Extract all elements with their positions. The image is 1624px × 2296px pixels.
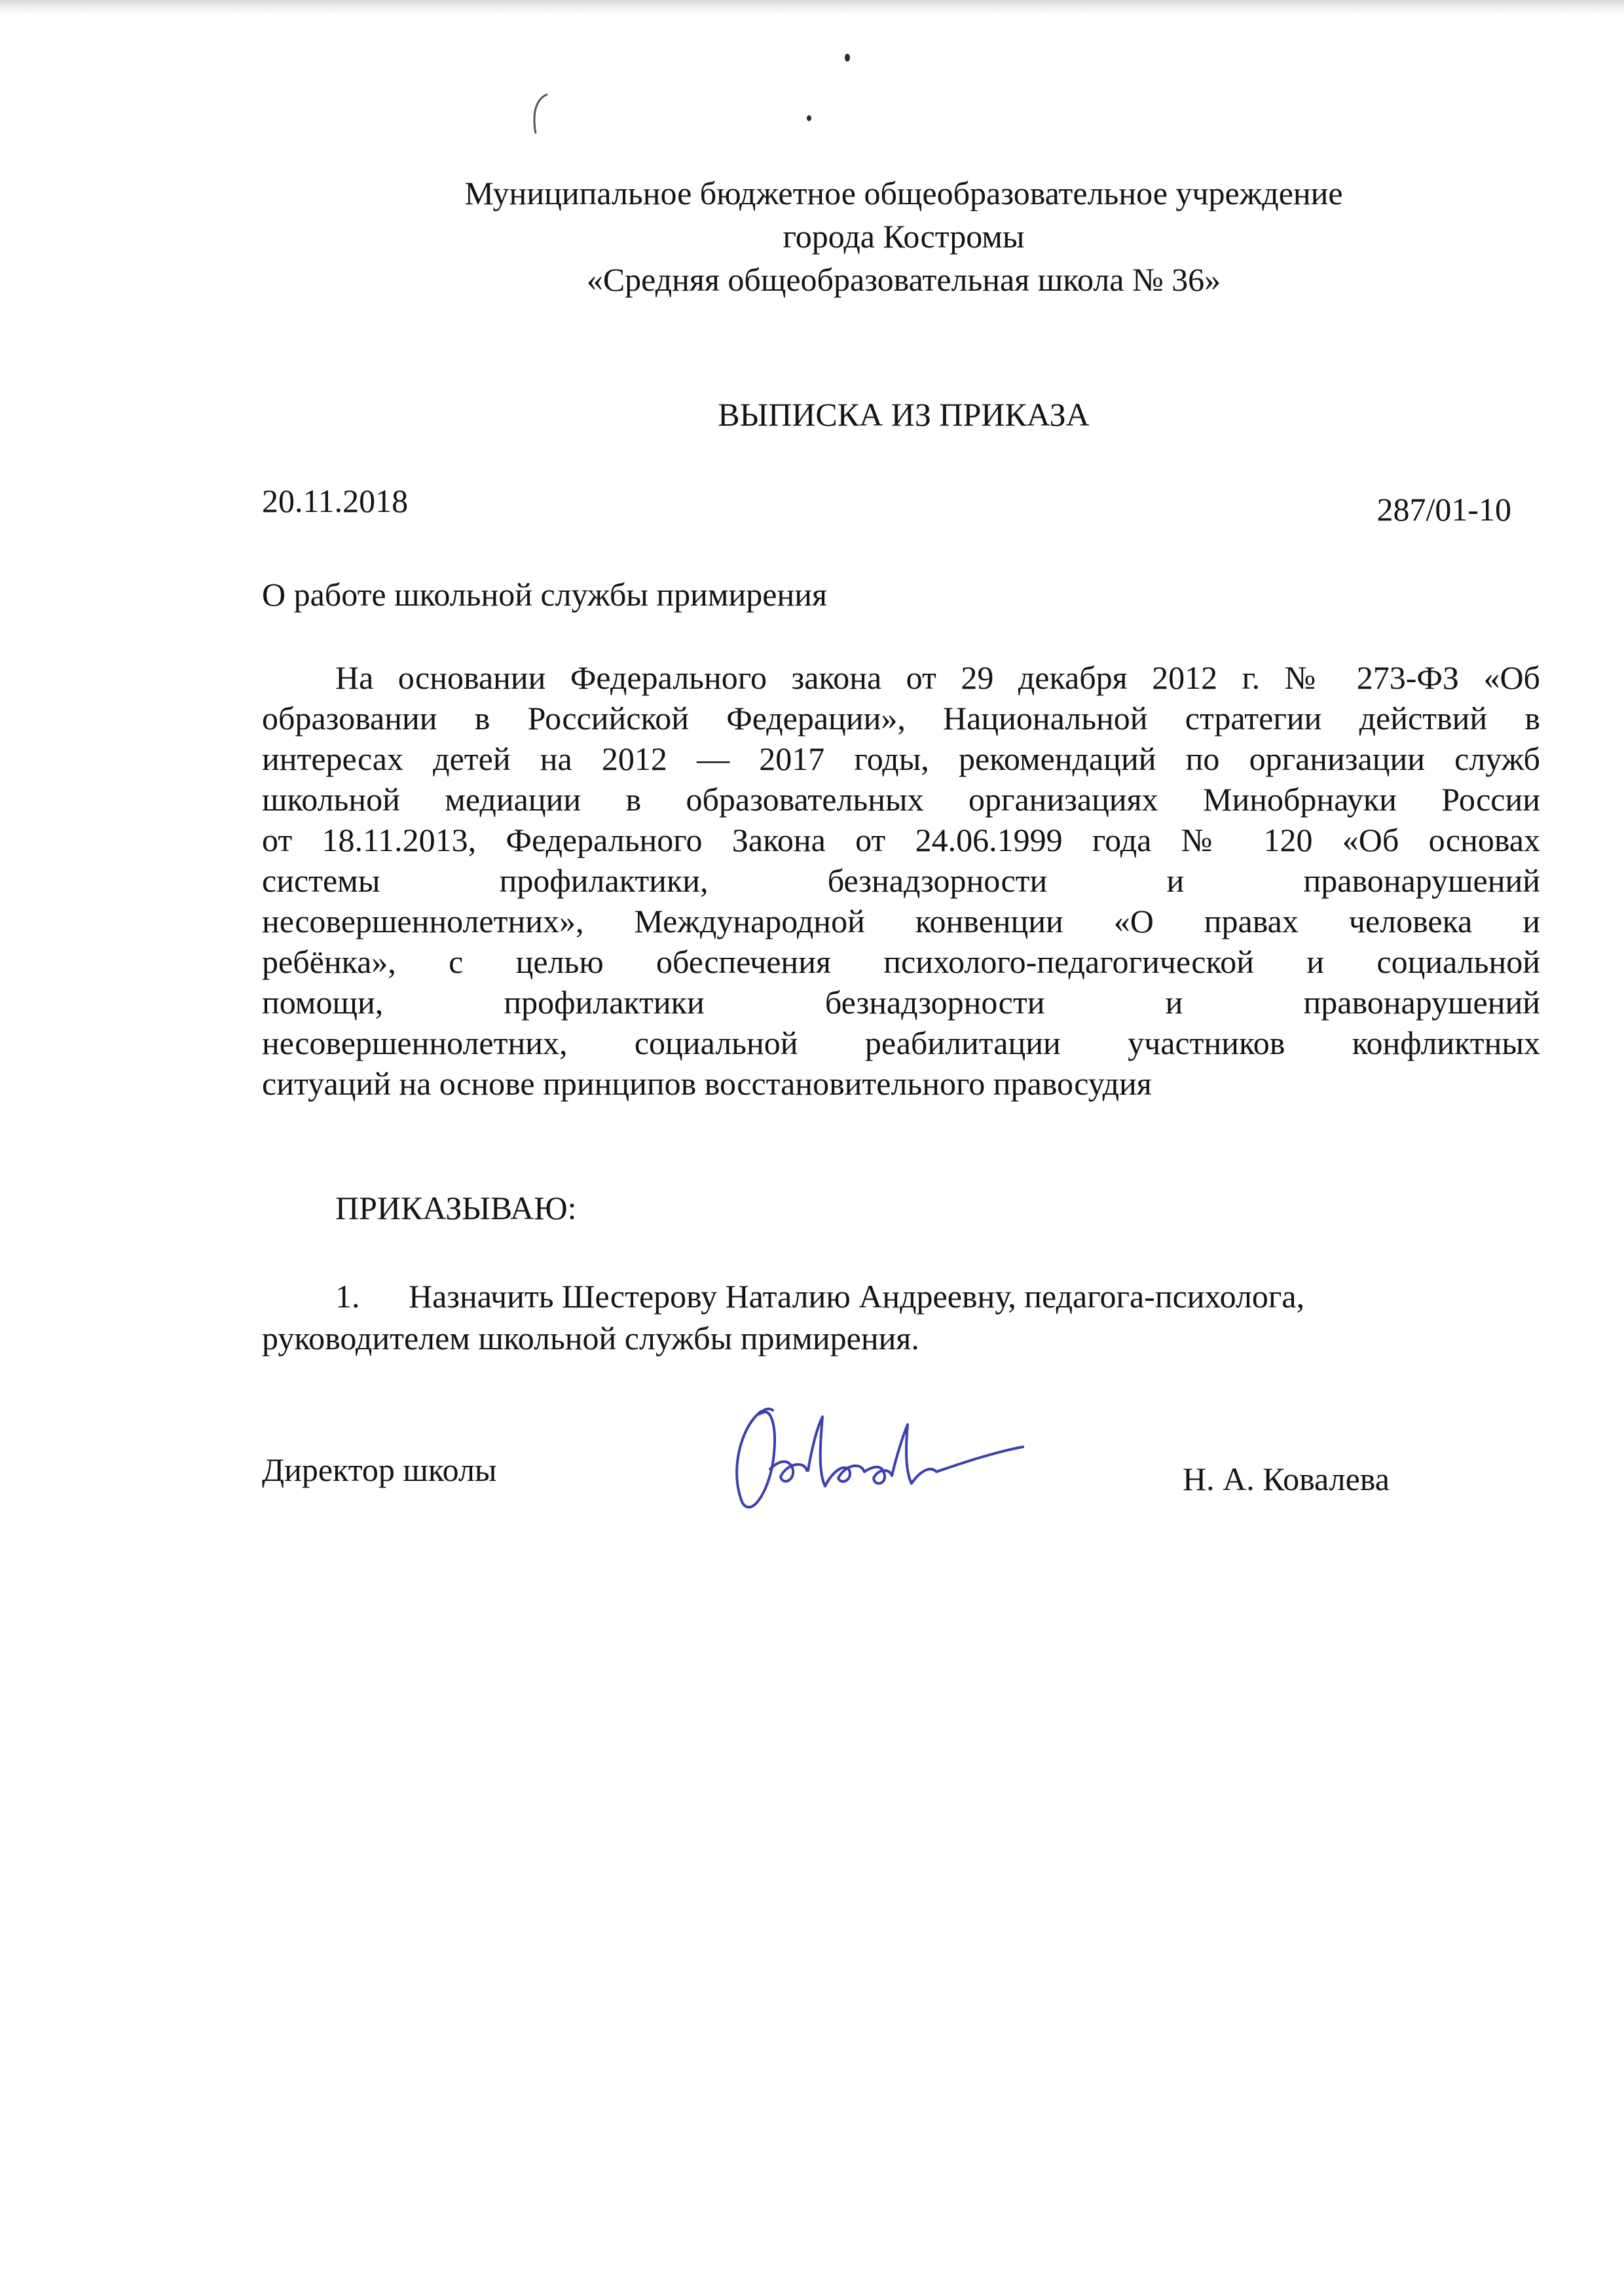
preamble-line: На основании Федерального закона от 29 декабря 2012 г. № 273-ФЗ «Об [335, 659, 1540, 696]
scan-top-edge [0, 0, 1624, 14]
order-item-second-line: руководителем школьной службы примирения. [262, 1320, 919, 1357]
preamble-line: помощи, профилактики безнадзорности и правонарушений [262, 984, 1540, 1021]
organization-city: города Костромы [783, 218, 1025, 255]
document-date: 20.11.2018 [262, 483, 409, 519]
scan-speck [845, 54, 850, 62]
preamble-line: образовании в Российской Федерации», Национальной стратегии действий в [262, 700, 1540, 737]
preamble-line: ситуаций на основе принципов восстановительного правосудия [262, 1065, 1152, 1102]
order-word: ПРИКАЗЫВАЮ: [335, 1190, 577, 1226]
organization-header [0, 172, 1624, 301]
document-number: 287/01-10 [1376, 491, 1511, 528]
document-title-text: ВЫПИСКА ИЗ ПРИКАЗА [718, 396, 1090, 433]
signatory-role: Директор школы [262, 1451, 497, 1488]
signatory-name: Н. А. Ковалева [1183, 1461, 1390, 1497]
preamble-line: интересах детей на 2012 — 2017 годы, рекомендаций по организации служб [262, 740, 1540, 777]
preamble-line: несовершеннолетних», Международной конвенции «О правах человека и [262, 903, 1540, 939]
order-item-first-line [262, 1275, 1454, 1317]
handwritten-signature [720, 1388, 1035, 1519]
scan-pencil-mark [528, 92, 554, 137]
preamble-line: ребёнка», с целью обеспечения психолого-педагогической и социальной [262, 943, 1540, 980]
preamble-line: школьной медиации в образовательных организациях Минобрнауки России [262, 781, 1540, 818]
preamble-paragraph [262, 657, 1540, 1104]
school-name: «Средняя общеобразовательная школа № 36» [586, 261, 1221, 298]
document-subject: О работе школьной службы примирения [262, 576, 828, 613]
order-item [262, 1275, 1454, 1359]
preamble-line: от 18.11.2013, Федерального Закона от 24.06.1999 года № 120 «Об основах [262, 822, 1540, 858]
order-item-text: Назначить Шестерову Наталию Андреевну, педагога-психолога, [409, 1278, 1305, 1315]
preamble-line: системы профилактики, безнадзорности и правонарушений [262, 862, 1540, 899]
order-item-number: 1. [335, 1278, 360, 1315]
preamble-line: несовершеннолетних, социальной реабилитации участников конфликтных [262, 1025, 1540, 1061]
document-title [0, 393, 1624, 436]
scan-speck [807, 115, 811, 121]
organization-name: Муниципальное бюджетное общеобразовательное учреждение [464, 175, 1343, 211]
